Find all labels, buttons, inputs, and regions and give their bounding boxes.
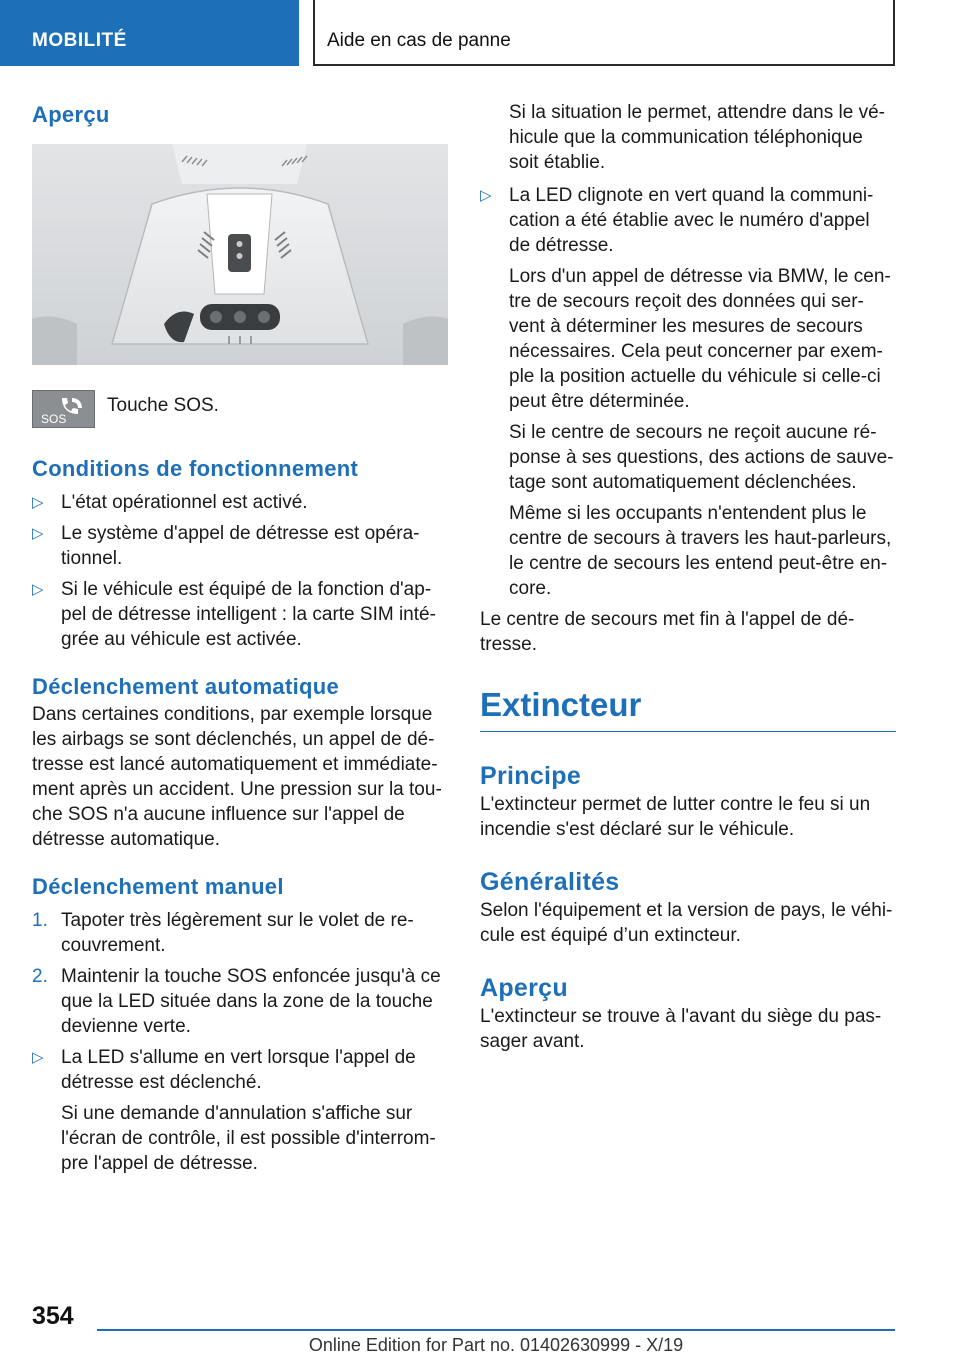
- automatic-text: Dans certaines conditions, par exemple lorsque les airbags se sont déclenchés, un appel de dé-tresse est lancé automatiquement et immédiate-ment après un accident. Une pression sur la tou-che SOS n'a aucune influence sur l'appel de détresse automatique.: [32, 704, 442, 850]
- section-tab: MOBILITÉ: [0, 0, 299, 66]
- right-column: [480, 100, 896, 1054]
- sos-caption: Touche SOS.: [107, 395, 219, 416]
- triangle-bullet-icon: ▷: [32, 494, 44, 511]
- general-text: Selon l'équipement et la version de pays, le véhi-cule est équipé d’un extincteur.: [480, 900, 893, 946]
- extinguisher-overview-heading: Aperçu: [480, 974, 568, 1002]
- wait-note: Si la situation le permet, attendre dans le vé-hicule que la communication téléphonique soit établie.: [509, 102, 885, 173]
- principle-heading: Principe: [480, 762, 582, 790]
- step-item: 1. Tapoter très légèrement sur le volet de re-couvrement.: [32, 910, 414, 956]
- edition-note: Online Edition for Part no. 01402630999 - X/19: [308, 1335, 684, 1355]
- list-item: ▷ La LED clignote en vert quand la communi-cation a été établie avec le numéro d'appel de détresse.: [480, 185, 874, 256]
- list-item: ▷ Si le véhicule est équipé de la fonction d'ap-pel de détresse intelligent : la carte SIM inté-grée au véhicule est activée.: [32, 579, 436, 650]
- page-number: 354: [32, 1302, 74, 1330]
- rescue-hearing-note: Même si les occupants n'entendent plus le centre de secours à travers les haut-parleurs, le centre de secours les entend peut-être en-core.: [509, 503, 892, 599]
- rescue-action-note: Si le centre de secours ne reçoit aucune ré-ponse à ses questions, des actions de sauve-tage sont automatiquement déclenchées.: [509, 422, 894, 493]
- general-heading: Généralités: [480, 868, 620, 896]
- overview-heading: Aperçu: [32, 102, 110, 127]
- triangle-bullet-icon: ▷: [32, 581, 44, 598]
- principle-text: L'extincteur permet de lutter contre le feu si un incendie s'est déclaré sur le véhicule.: [480, 794, 871, 840]
- manual-steps: [32, 908, 448, 1039]
- step-item: 2. Maintenir la touche SOS enfoncée jusqu'à ce que la LED située dans la zone de la touche devienne verte.: [32, 966, 441, 1037]
- manual-bullets: [32, 1045, 448, 1095]
- list-item: ▷ L'état opérationnel est activé.: [32, 492, 308, 513]
- list-item: ▷ Le système d'appel de détresse est opéra-tionnel.: [32, 523, 420, 569]
- list-item: ▷ La LED s'allume en vert lorsque l'appel de détresse est déclenché.: [32, 1047, 416, 1093]
- conditions-list: [32, 490, 448, 652]
- footer-divider: [97, 1329, 895, 1331]
- chapter-title: Aide en cas de panne: [313, 0, 895, 66]
- manual-heading: Déclenchement manuel: [32, 874, 284, 899]
- extinguisher-overview-text: L'extincteur se trouve à l'avant du siège du pas-sager avant.: [480, 1006, 882, 1052]
- conditions-heading: Conditions de fonctionnement: [32, 456, 359, 481]
- cancel-note: Si une demande d'annulation s'affiche sur l'écran de contrôle, il est possible d'interrom-pre l'appel de détresse.: [61, 1103, 436, 1174]
- sos-icon-label: SOS: [41, 412, 67, 426]
- led-bullets: [480, 183, 896, 258]
- overhead-console-illustration: [32, 144, 448, 365]
- triangle-bullet-icon: ▷: [32, 1049, 44, 1066]
- left-column: [32, 100, 448, 1182]
- automatic-heading: Déclenchement automatique: [32, 674, 340, 699]
- triangle-bullet-icon: ▷: [480, 187, 492, 204]
- triangle-bullet-icon: ▷: [32, 525, 44, 542]
- rescue-data-note: Lors d'un appel de détresse via BMW, le cen-tre de secours reçoit des données qui ser-vent à déterminer les mesures de secours nécessaires. Cela peut concerner par exem-ple la position actuelle du véhicule si celle-ci peut être déterminée.: [509, 266, 891, 412]
- end-call-text: Le centre de secours met fin à l'appel de dé-tresse.: [480, 609, 855, 655]
- sos-button-icon: [32, 390, 95, 428]
- extinguisher-title: Extincteur: [480, 685, 896, 732]
